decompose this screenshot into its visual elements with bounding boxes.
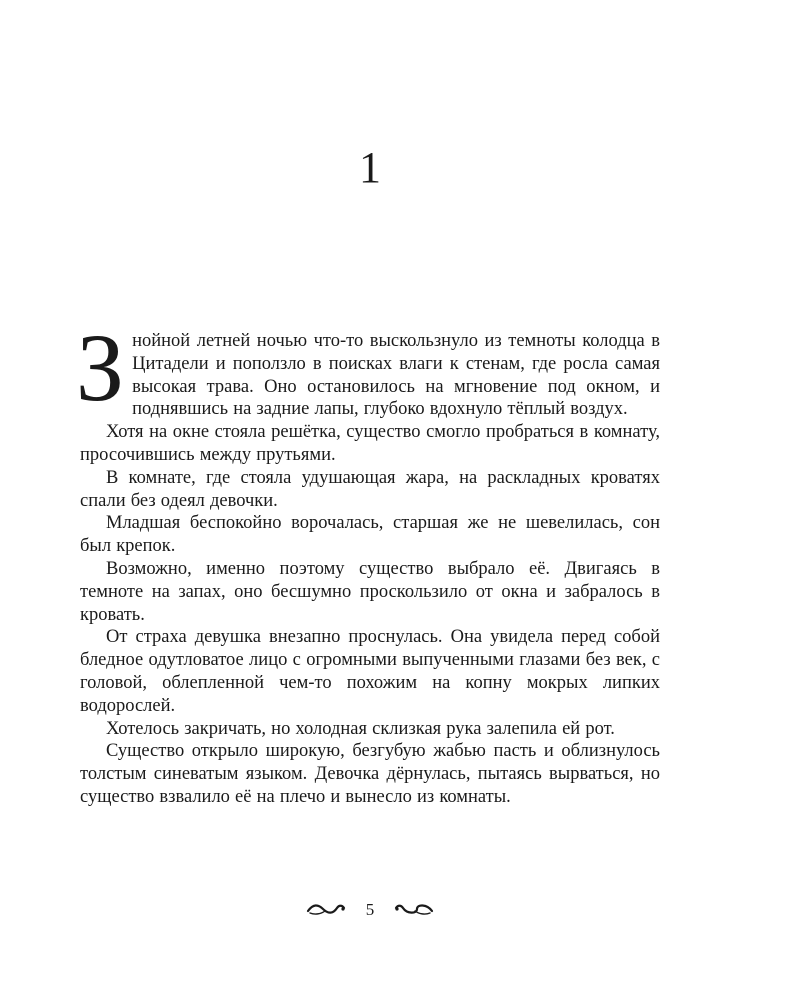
page-footer: [0, 896, 740, 922]
flourish-right-icon: [394, 901, 434, 917]
page-number: 5: [365, 899, 375, 919]
drop-cap: З: [76, 314, 125, 421]
paragraph: Возможно, именно поэтому существо выбрало её. Двигаясь в темноте на запах, оно бесшумно проскользило от окна и забралось в кровать.: [80, 558, 660, 625]
paragraph-text: нойной летней ночью что-то выскользнуло из темноты колодца в Цитадели и поползло в поисках влаги к стенам, где росла самая высокая трава. Оно остановилось на мгновение под окном, и поднявшись на задние лапы, глубоко вдохнуло тёплый воздух.: [132, 331, 660, 420]
paragraph: [76, 314, 660, 421]
paragraph: В комнате, где стояла удушающая жара, на раскладных кроватях спали без одеял девочки.: [80, 467, 660, 511]
paragraph: Существо открыло широкую, безгубую жабью пасть и облизнулось толстым синеватым языком. Девочка дёрнулась, пытаясь вырваться, но существо взвалило её на плечо и вынесло из комнаты.: [80, 741, 660, 807]
paragraph: От страха девушка внезапно проснулась. Она увидела перед собой бледное одутловатое лицо с огромными выпученными глазами без век, с головой, облепленной чем-то похожим на копну мокрых липких водорослей.: [80, 627, 660, 716]
flourish-left-icon: [306, 901, 346, 917]
chapter-text: [76, 314, 660, 809]
paragraph: Хотя на окне стояла решётка, существо смогло пробраться в комнату, просочившись между прутьями.: [80, 422, 660, 465]
paragraph: Младшая беспокойно ворочалась, старшая же не шевелилась, сон был крепок.: [80, 513, 660, 557]
paragraph: Хотелось закричать, но холодная склизкая рука залепила ей рот.: [106, 718, 615, 739]
chapter-number: 1: [359, 143, 381, 192]
